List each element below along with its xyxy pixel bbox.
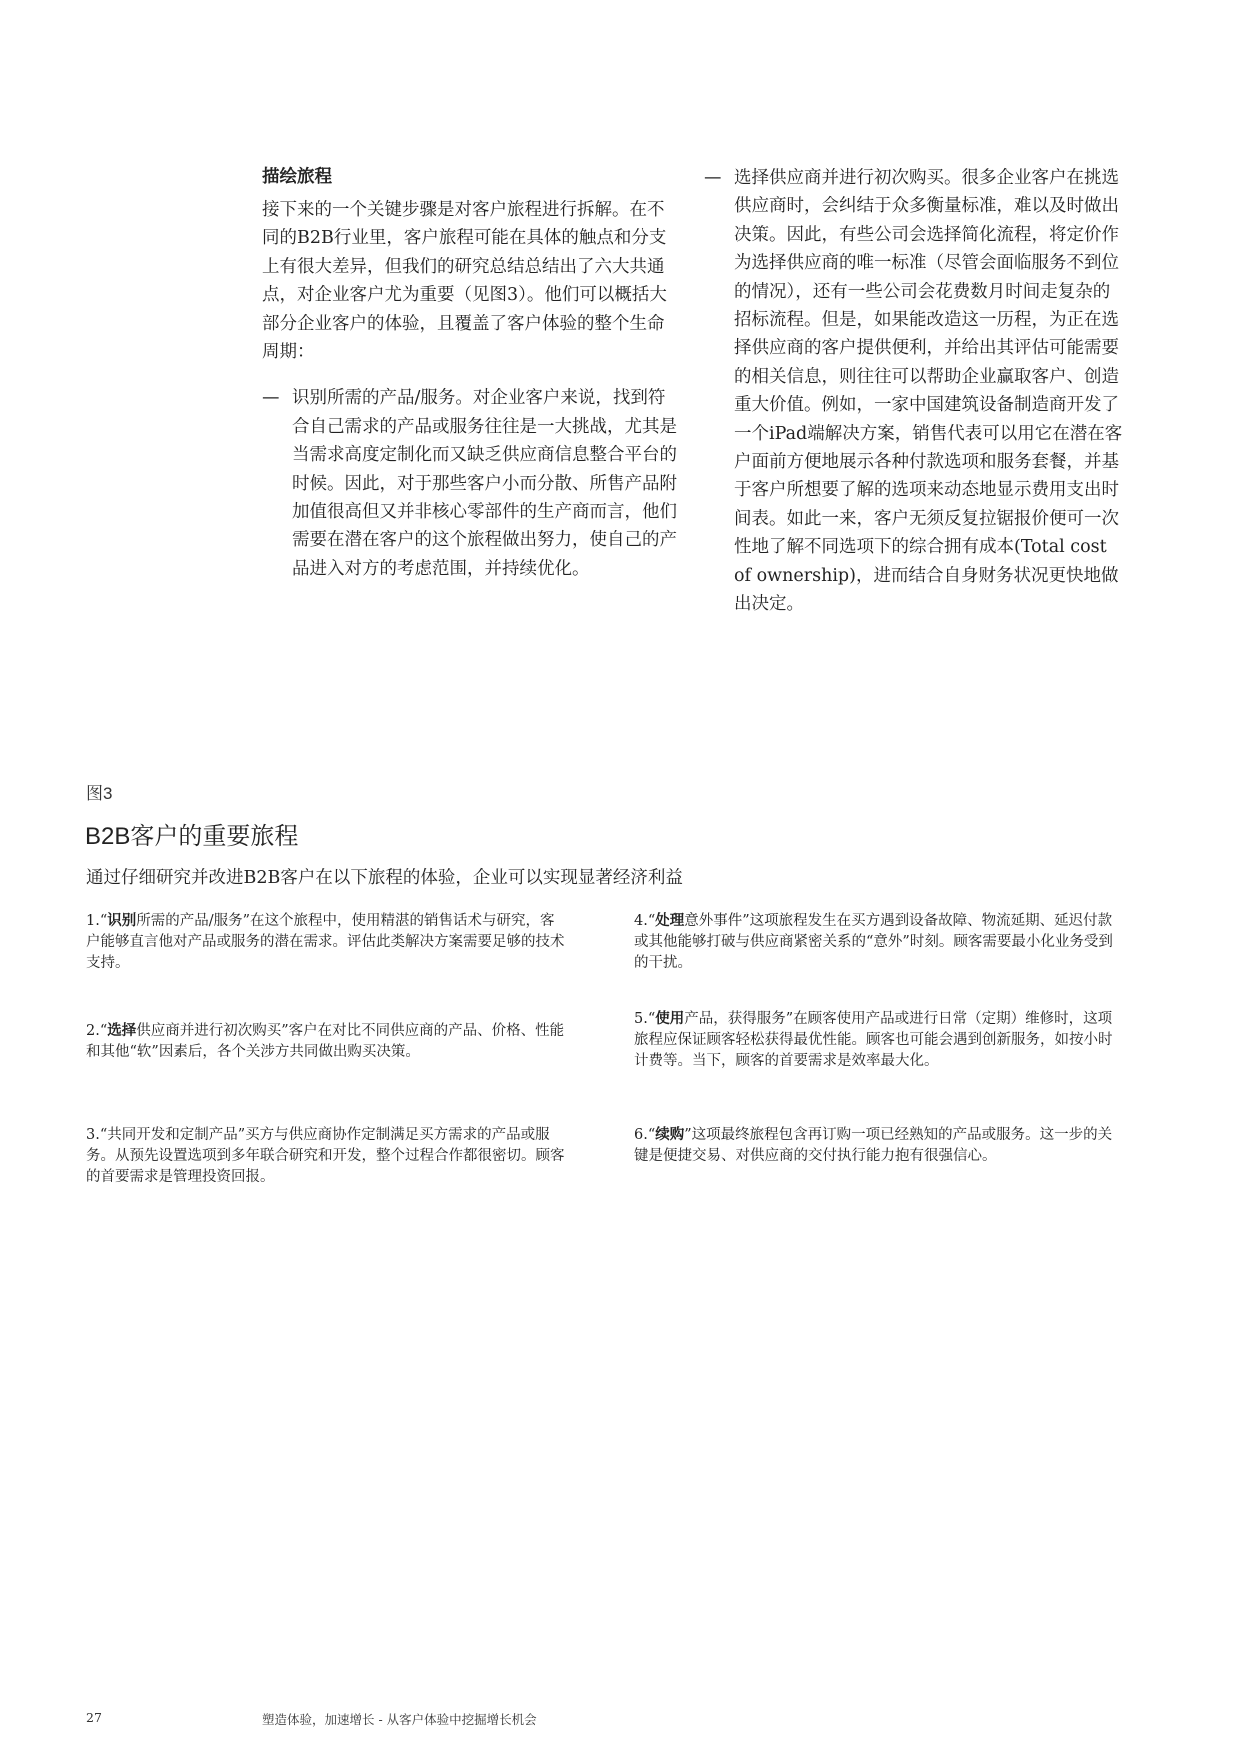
journey-text: ”这项最终旅程包含再订购一项已经熟知的产品或服务。这一步的关键是便捷交易、对供应商的交付执行能力抱有很强信心。 <box>634 1127 1113 1164</box>
journey-prefix: 5.“ <box>634 1011 656 1027</box>
figure-title: B2B客户的重要旅程 <box>85 823 299 850</box>
bullet-select-supplier <box>704 164 1124 619</box>
dash-bullet-mark: — <box>704 168 722 188</box>
journey-item <box>634 1008 1114 1072</box>
journey-prefix: 6.“ <box>634 1127 656 1143</box>
page-number: 27 <box>86 1710 102 1725</box>
journey-item <box>634 1124 1114 1167</box>
journey-keyword: 使用 <box>655 1010 685 1027</box>
right-column <box>704 164 1124 619</box>
section-heading: 描绘旅程 <box>262 167 332 187</box>
bullet-text: 识别所需的产品/服务。对企业客户来说，找到符合自己需求的产品或服务往往是一大挑战，尤其是当需求高度定制化而又缺乏供应商信息整合平台的时候。因此，对于那些客户小而分散、所售产品附加值很高但又并非核心零部件的生产商而言，他们需要在潜在客户的这个旅程做出努力，使自己的产品进入对方的考虑范围，并持续优化。 <box>292 388 677 579</box>
journey-text: 共同开发和定制产品”买方与供应商协作定制满足买方需求的产品或服务。从预先设置选项到多年联合研究和开发，整个过程合作都很密切。顾客的首要需求是管理投资回报。 <box>86 1127 565 1185</box>
journey-prefix: 4.“ <box>634 913 656 929</box>
left-column <box>262 164 680 583</box>
journey-text: 产品，获得服务”在顾客使用产品或进行日常（定期）维修时，这项旅程应保证顾客轻松获得最优性能。顾客也可能会遇到创新服务，如按小时计费等。当下，顾客的首要需求是效率最大化。 <box>634 1011 1113 1069</box>
journey-keyword: 处理 <box>655 912 685 929</box>
figure-subtitle: 通过仔细研究并改进B2B客户在以下旅程的体验，企业可以实现显著经济利益 <box>86 868 683 888</box>
journey-prefix: 3.“ <box>86 1127 108 1143</box>
footer-title: 塑造体验，加速增长 - 从客户体验中挖掘增长机会 <box>262 1712 537 1727</box>
intro-paragraph: 接下来的一个关键步骤是对客户旅程进行拆解。在不同的B2B行业里，客户旅程可能在具体的触点和分支上有很大差异，但我们的研究总结总结出了六大共通点，对企业客户尤为重要（见图3）。他们可以概括大部分企业客户的体验，且覆盖了客户体验的整个生命周期： <box>262 200 667 363</box>
journey-item <box>86 1124 566 1188</box>
journey-text: 所需的产品/服务”在这个旅程中，使用精湛的销售话术与研究，客户能够直言他对产品或服务的潜在需求。评估此类解决方案需要足够的技术支持。 <box>86 913 565 971</box>
bullet-identify <box>262 384 680 583</box>
journey-item <box>86 1020 566 1063</box>
journey-item <box>634 910 1114 974</box>
figure-label: 图3 <box>86 784 113 803</box>
journey-keyword: 识别 <box>107 912 137 929</box>
journey-item <box>86 910 566 974</box>
journey-text: 意外事件”这项旅程发生在买方遇到设备故障、物流延期、延迟付款或其他能够打破与供应商紧密关系的“意外”时刻。顾客需要最小化业务受到的干扰。 <box>634 913 1113 971</box>
journey-prefix: 1.“ <box>86 913 108 929</box>
journey-keyword: 选择 <box>107 1022 137 1039</box>
dash-bullet-mark: — <box>262 388 280 409</box>
journey-text: 供应商并进行初次购买”客户在对比不同供应商的产品、价格、性能和其他“软”因素后，各个关涉方共同做出购买决策。 <box>86 1023 565 1060</box>
journey-keyword: 续购 <box>655 1126 685 1143</box>
bullet-text: 选择供应商并进行初次购买。很多企业客户在挑选供应商时，会纠结于众多衡量标准，难以及时做出决策。因此，有些公司会选择简化流程，将定价作为选择供应商的唯一标准（尽管会面临服务不到位的情况），还有一些公司会花费数月时间走复杂的招标流程。但是，如果能改造这一历程，为正在选择供应商的客户提供便利，并给出其评估可能需要的相关信息，则往往可以帮助企业赢取客户、创造重大价值。例如，一家中国建筑设备制造商开发了一个iPad端解决方案，销售代表可以用它在潜在客户面前方便地展示各种付款选项和服务套餐，并基于客户所想要了解的选项来动态地显示费用支出时间表。如此一来，客户无须反复拉锯报价便可一次性地了解不同选项下的综合拥有成本(Total cost of ownership)，进而结合自身财务状况更快地做出决定。 <box>734 168 1123 615</box>
journey-prefix: 2.“ <box>86 1023 108 1039</box>
